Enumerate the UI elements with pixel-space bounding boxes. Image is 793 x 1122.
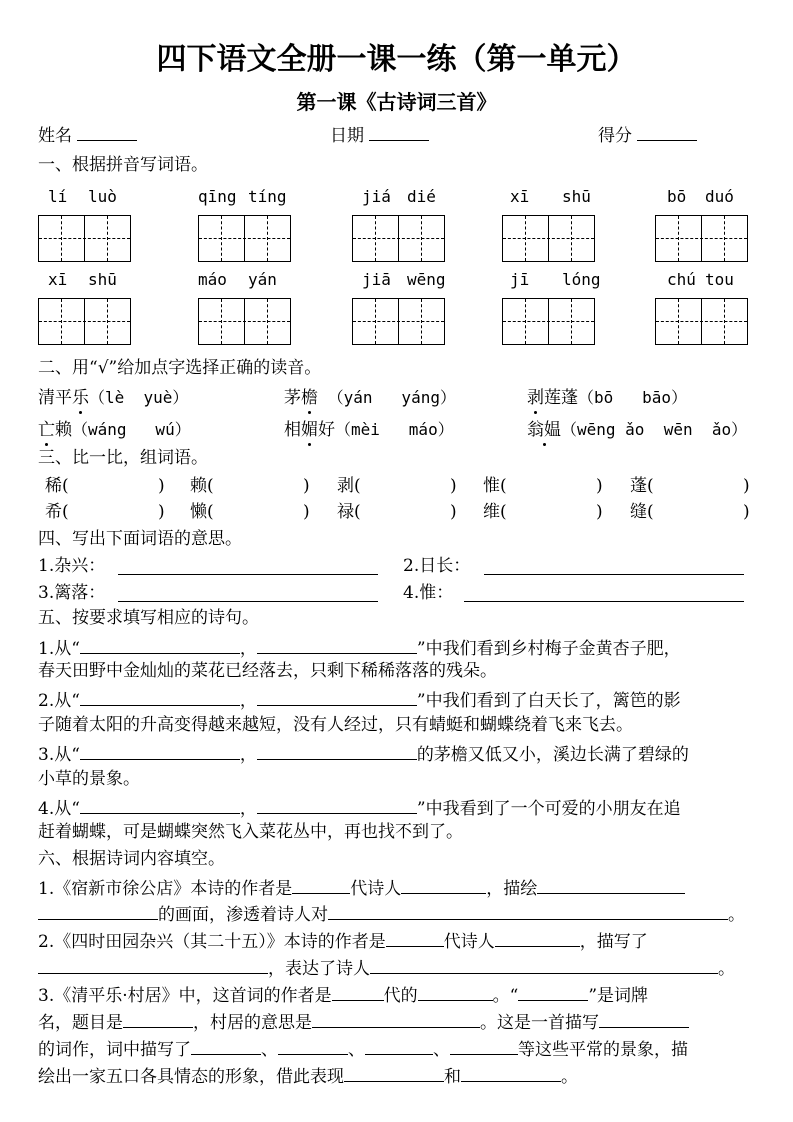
section-5-heading: 五、按要求填写相应的诗句。 <box>38 608 259 628</box>
text-line <box>38 768 140 790</box>
compare-character: 维 <box>483 502 500 522</box>
line-text: 等这些平常的景象，描 <box>518 1040 688 1060</box>
date-blank[interactable] <box>369 122 429 141</box>
close-paren: ) <box>158 476 165 496</box>
open-paren: ( <box>207 502 214 522</box>
word-suffix: 莲蓬 <box>544 388 578 408</box>
pronunciation-item <box>38 419 191 441</box>
answer-blank[interactable] <box>386 928 444 947</box>
text-line <box>38 901 745 926</box>
pinyin-syllable: tou <box>705 270 734 289</box>
pinyin-options[interactable]: （mèi máo） <box>335 420 454 439</box>
compare-character: 缝 <box>630 502 647 522</box>
word-answer-blank[interactable] <box>216 501 300 523</box>
section-6-heading: 六、根据诗词内容填空。 <box>38 849 225 869</box>
line-text: 名，题目是 <box>38 1013 123 1033</box>
line-text: 的画面，渗透着诗人对 <box>158 905 328 925</box>
line-text: 。 <box>718 959 735 979</box>
character-grid-box[interactable] <box>655 298 748 345</box>
answer-blank[interactable] <box>401 875 486 894</box>
meaning-answer-line[interactable] <box>118 574 378 575</box>
line-text: 春天田野中金灿灿的菜花已经落去，只剩下稀稀落落的残朵。 <box>38 661 497 681</box>
answer-blank[interactable] <box>518 982 588 1001</box>
pronunciation-item <box>38 387 188 409</box>
text-line <box>38 660 497 682</box>
pinyin-options[interactable]: （lè yuè） <box>89 388 189 407</box>
line-text: 4.从“ <box>38 799 80 819</box>
answer-blank[interactable] <box>312 1009 480 1028</box>
meaning-answer-line[interactable] <box>118 601 378 602</box>
line-text: 、 <box>348 1040 365 1060</box>
line-text: ， <box>239 799 257 819</box>
close-paren: ) <box>303 502 310 522</box>
word-answer-blank[interactable] <box>509 475 593 497</box>
pinyin-syllable: máo <box>198 270 227 289</box>
line-text: 。这是一首描写 <box>480 1013 599 1033</box>
answer-blank[interactable] <box>495 928 580 947</box>
name-label: 姓名 <box>38 126 72 146</box>
text-line <box>38 955 735 980</box>
line-text: 3.《清平乐·村居》中，这首词的作者是 <box>38 986 332 1006</box>
line-text: ， <box>239 745 257 765</box>
close-paren: ) <box>303 476 310 496</box>
pinyin-syllable: lí <box>48 187 68 206</box>
answer-blank[interactable] <box>332 982 384 1001</box>
pinyin-options[interactable]: （wáng wú） <box>72 420 191 439</box>
open-paren: ( <box>647 476 654 496</box>
score-field[interactable] <box>598 122 697 147</box>
pronunciation-item <box>284 387 456 409</box>
close-paren: ) <box>743 476 750 496</box>
dotted-character: 檐 <box>301 388 318 408</box>
answer-blank[interactable] <box>80 795 240 814</box>
text-line <box>38 875 685 900</box>
meaning-answer-line[interactable] <box>464 601 744 602</box>
answer-blank[interactable] <box>38 955 268 974</box>
pinyin-syllable: xī <box>48 270 68 289</box>
pinyin-syllable: jiá <box>362 187 391 206</box>
answer-blank[interactable] <box>80 635 240 654</box>
character-grid-box[interactable] <box>38 215 131 262</box>
line-text: 子随着太阳的升高变得越来越短，没有人经过，只有蜻蜓和蝴蝶绕着飞来飞去。 <box>38 715 633 735</box>
answer-blank[interactable] <box>365 1036 433 1055</box>
line-text: ，村居的意思是 <box>193 1013 312 1033</box>
open-paren: ( <box>62 476 69 496</box>
word-answer-blank[interactable] <box>656 501 740 523</box>
dotted-character: 亡 <box>38 420 55 440</box>
line-text: 。“ <box>492 986 519 1006</box>
line-text: 的词作，词中描写了 <box>38 1040 191 1060</box>
answer-blank[interactable] <box>418 982 493 1001</box>
pinyin-syllable: lóng <box>562 270 601 289</box>
compare-character: 懒 <box>190 502 207 522</box>
name-blank[interactable] <box>77 122 137 141</box>
dotted-character: 翁媪 <box>527 420 561 440</box>
compare-character: 惟 <box>483 476 500 496</box>
character-grid-box[interactable] <box>198 215 291 262</box>
character-grid-box[interactable] <box>38 298 131 345</box>
answer-blank[interactable] <box>537 875 685 894</box>
text-line <box>38 821 463 843</box>
open-paren: ( <box>354 476 361 496</box>
open-paren: ( <box>207 476 214 496</box>
text-line <box>38 714 633 736</box>
line-text: 、 <box>261 1040 278 1060</box>
answer-blank[interactable] <box>257 687 417 706</box>
line-text: 。 <box>561 1067 578 1087</box>
open-paren: ( <box>500 476 507 496</box>
pinyin-syllable: yán <box>248 270 277 289</box>
pinyin-options[interactable]: （bō bāo） <box>578 388 688 407</box>
text-line <box>38 741 689 766</box>
close-paren: ) <box>596 476 603 496</box>
word-meaning-label: 2.日长： <box>403 556 471 576</box>
answer-blank[interactable] <box>80 741 240 760</box>
text-line <box>38 687 681 712</box>
lesson-subtitle: 第一课《古诗词三首》 <box>296 90 497 114</box>
pinyin-syllable: wēng <box>407 270 446 289</box>
line-text: 的茅檐又低又小，溪边长满了碧绿的 <box>416 745 689 765</box>
answer-blank[interactable] <box>191 1036 261 1055</box>
date-label: 日期 <box>330 126 364 146</box>
word-prefix: 清平 <box>38 388 72 408</box>
close-paren: ) <box>450 476 457 496</box>
answer-blank[interactable] <box>450 1036 518 1055</box>
line-text: ”中我们看到了白天长了，篱笆的影 <box>416 691 681 711</box>
answer-blank[interactable] <box>461 1063 561 1082</box>
line-text: ”是词牌 <box>588 986 649 1006</box>
text-line <box>38 1009 689 1034</box>
word-answer-blank[interactable] <box>216 475 300 497</box>
line-text: 2.从“ <box>38 691 80 711</box>
score-label: 得分 <box>598 126 632 146</box>
score-blank[interactable] <box>637 122 697 141</box>
close-paren: ) <box>596 502 603 522</box>
answer-blank[interactable] <box>257 795 417 814</box>
line-text: 和 <box>444 1067 461 1087</box>
compare-character: 赖 <box>190 476 207 496</box>
pinyin-syllable: shū <box>562 187 591 206</box>
section-4-heading: 四、写出下面词语的意思。 <box>38 529 242 549</box>
line-text: ”中我们看到乡村梅子金黄杏子肥， <box>416 639 681 659</box>
pronunciation-item <box>527 387 687 409</box>
character-grid-box[interactable] <box>502 298 595 345</box>
word-prefix: 茅 <box>284 388 301 408</box>
text-line <box>38 635 681 660</box>
line-text: ”中我看到了一个可爱的小朋友在追 <box>416 799 681 819</box>
page-title: 四下语文全册一课一练（第一单元） <box>156 42 637 77</box>
character-grid-box[interactable] <box>352 215 445 262</box>
compare-character: 稀 <box>45 476 62 496</box>
line-text: ， <box>239 691 257 711</box>
pinyin-syllable: luò <box>88 187 117 206</box>
line-text: 1.《宿新市徐公店》本诗的作者是 <box>38 879 293 899</box>
pinyin-syllable: tíng <box>248 187 287 206</box>
pinyin-syllable: dié <box>407 187 436 206</box>
pinyin-syllable: qīng <box>198 187 237 206</box>
compare-character: 希 <box>45 502 62 522</box>
pinyin-syllable: jiā <box>362 270 391 289</box>
line-text: 绘出一家五口各具情态的形象，借此表现 <box>38 1067 344 1087</box>
text-line <box>38 1063 578 1088</box>
answer-blank[interactable] <box>257 741 417 760</box>
answer-blank[interactable] <box>123 1009 193 1028</box>
close-paren: ) <box>743 502 750 522</box>
line-text: 1.从“ <box>38 639 80 659</box>
open-paren: ( <box>647 502 654 522</box>
pronunciation-item <box>284 419 454 441</box>
meaning-answer-line[interactable] <box>484 574 744 575</box>
line-text: 、 <box>433 1040 450 1060</box>
answer-blank[interactable] <box>278 1036 348 1055</box>
dotted-character: 剥 <box>527 388 544 408</box>
open-paren: ( <box>500 502 507 522</box>
pinyin-syllable: chú <box>667 270 696 289</box>
date-field[interactable] <box>330 122 429 147</box>
section-3-heading: 三、比一比，组词语。 <box>38 448 208 468</box>
answer-blank[interactable] <box>344 1063 444 1082</box>
pinyin-syllable: bō <box>667 187 687 206</box>
word-prefix: 相 <box>284 420 301 440</box>
line-text: ，描绘 <box>486 879 538 899</box>
word-meaning-label: 4.惟： <box>403 583 454 603</box>
text-line <box>38 1036 688 1061</box>
line-text: 。 <box>728 905 745 925</box>
character-grid-box[interactable] <box>352 298 445 345</box>
word-answer-blank[interactable] <box>71 501 155 523</box>
line-text: ， <box>239 639 257 659</box>
word-meaning-label: 3.篱落： <box>38 583 106 603</box>
line-text: ，表达了诗人 <box>268 959 370 979</box>
compare-character: 蓬 <box>630 476 647 496</box>
answer-blank[interactable] <box>257 635 417 654</box>
pinyin-options[interactable]: （wēng ǎo wēn ǎo） <box>561 420 748 439</box>
name-field[interactable] <box>38 122 137 147</box>
character-grid-box[interactable] <box>198 298 291 345</box>
answer-blank[interactable] <box>292 875 350 894</box>
line-text: 3.从“ <box>38 745 80 765</box>
word-answer-blank[interactable] <box>656 475 740 497</box>
pinyin-syllable: jī <box>510 270 530 289</box>
line-text: 代的 <box>383 986 418 1006</box>
close-paren: ) <box>158 502 165 522</box>
character-grid-box[interactable] <box>655 215 748 262</box>
pinyin-syllable: shū <box>88 270 117 289</box>
line-text: 小草的景象。 <box>38 769 140 789</box>
line-text: 代诗人 <box>350 879 402 899</box>
character-grid-box[interactable] <box>502 215 595 262</box>
word-answer-blank[interactable] <box>363 501 447 523</box>
section-1-heading: 一、根据拼音写词语。 <box>38 155 208 175</box>
word-meaning-label: 1.杂兴： <box>38 556 106 576</box>
pinyin-syllable: xī <box>510 187 530 206</box>
word-suffix: 好 <box>318 420 335 440</box>
answer-blank[interactable] <box>599 1009 689 1028</box>
open-paren: ( <box>62 502 69 522</box>
line-text: ，描写了 <box>579 932 648 952</box>
answer-blank[interactable] <box>80 687 240 706</box>
open-paren: ( <box>354 502 361 522</box>
answer-blank[interactable] <box>328 901 728 920</box>
pinyin-syllable: duó <box>705 187 734 206</box>
text-line <box>38 795 681 820</box>
dotted-character: 乐 <box>72 388 89 408</box>
compare-character: 禄 <box>337 502 354 522</box>
section-2-heading: 二、用“√”给加点字选择正确的读音。 <box>38 358 322 378</box>
line-text: 赶着蝴蝶，可是蝴蝶突然飞入菜花丛中，再也找不到了。 <box>38 822 463 842</box>
text-line <box>38 928 648 953</box>
dotted-character: 媚 <box>301 420 318 440</box>
word-answer-blank[interactable] <box>509 501 593 523</box>
pinyin-options[interactable]: （yán yáng） <box>318 388 456 407</box>
close-paren: ) <box>450 502 457 522</box>
compare-character: 剥 <box>337 476 354 496</box>
pronunciation-item <box>527 419 747 441</box>
word-answer-blank[interactable] <box>71 475 155 497</box>
word-answer-blank[interactable] <box>363 475 447 497</box>
line-text: 代诗人 <box>443 932 495 952</box>
answer-blank[interactable] <box>370 955 718 974</box>
word-suffix: 赖 <box>55 420 72 440</box>
text-line <box>38 982 648 1007</box>
line-text: 2.《四时田园杂兴（其二十五）》本诗的作者是 <box>38 932 386 952</box>
answer-blank[interactable] <box>38 901 158 920</box>
